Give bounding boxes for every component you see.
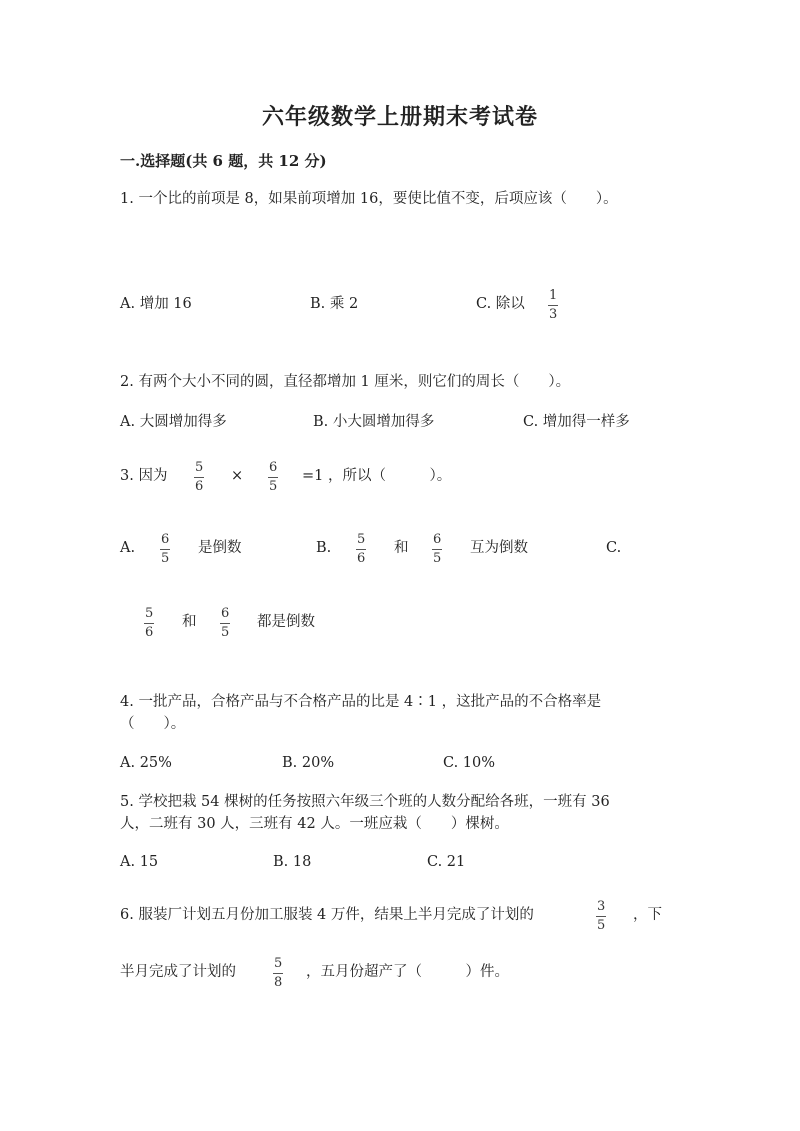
question-6-line2-suffix: ，五月份超产了（ ）件。 <box>306 964 509 980</box>
section-heading: 一.选择题(共 6 题，共 12 分) <box>120 152 327 170</box>
fraction-numerator: 1 <box>548 289 558 306</box>
fraction-numerator: 6 <box>220 607 230 624</box>
fraction-denominator: 5 <box>269 479 278 494</box>
question-3-stem-suffix: =1 ，所以（ ）。 <box>302 468 452 484</box>
question-3-option-a-text: 是倒数 <box>198 540 242 556</box>
question-3-option-b-text: 互为倒数 <box>470 540 528 556</box>
fraction-denominator: 6 <box>145 625 154 640</box>
fraction-numerator: 6 <box>268 461 278 478</box>
fraction-numerator: 5 <box>144 607 154 624</box>
fraction-numerator: 5 <box>194 461 204 478</box>
question-3-stem-prefix: 3. 因为 <box>120 468 168 484</box>
question-5-stem-line1: 5. 学校把栽 54 棵树的任务按照六年级三个班的人数分配给各班，一班有 36 <box>120 794 610 810</box>
fraction-3-5 <box>596 900 606 933</box>
question-3-option-c-label: C. <box>606 540 622 556</box>
question-2-stem: 2. 有两个大小不同的圆，直径都增加 1 厘米，则它们的周长（ ）。 <box>120 374 571 390</box>
question-4-stem-line1: 4. 一批产品，合格产品与不合格产品的比是 4∶1 ，这批产品的不合格率是 <box>120 694 602 710</box>
question-3-option-a-label: A. <box>120 540 136 556</box>
fraction-numerator: 3 <box>596 900 606 917</box>
question-4-option-a: A. 25% <box>120 755 172 771</box>
fraction-numerator: 5 <box>356 533 366 550</box>
question-1-option-c: C. 除以 <box>476 296 525 312</box>
fraction-5-6 <box>144 607 154 640</box>
fraction-6-5 <box>160 533 170 566</box>
fraction-denominator: 6 <box>357 551 366 566</box>
question-4-stem-line2: （ ）。 <box>120 716 186 732</box>
fraction-denominator: 5 <box>433 551 442 566</box>
question-4-option-c: C. 10% <box>443 755 496 771</box>
question-1-option-a: A. 增加 16 <box>120 296 192 312</box>
question-2-option-a: A. 大圆增加得多 <box>120 414 227 430</box>
fraction-denominator: 5 <box>221 625 230 640</box>
question-1-option-b: B. 乘 2 <box>310 296 359 312</box>
question-3-option-b-and: 和 <box>394 540 409 556</box>
fraction-5-6 <box>356 533 366 566</box>
fraction-6-5 <box>268 461 278 494</box>
fraction-denominator: 6 <box>195 479 204 494</box>
question-3-option-c-text: 都是倒数 <box>257 614 315 630</box>
question-6-line2: 半月完成了计划的 <box>120 964 236 980</box>
question-6-line1: 6. 服装厂计划五月份加工服装 4 万件，结果上半月完成了计划的 <box>120 907 534 923</box>
fraction-denominator: 8 <box>274 975 283 990</box>
fraction-6-5 <box>220 607 230 640</box>
fraction-numerator: 6 <box>160 533 170 550</box>
fraction-5-8 <box>273 957 283 990</box>
question-2-option-b: B. 小大圆增加得多 <box>313 414 435 430</box>
question-3-option-c-and: 和 <box>182 614 197 630</box>
fraction-1-3 <box>548 289 558 322</box>
fraction-5-6 <box>194 461 204 494</box>
page-title: 六年级数学上册期末考试卷 <box>261 104 538 130</box>
times-symbol: × <box>231 468 244 484</box>
fraction-numerator: 6 <box>432 533 442 550</box>
fraction-denominator: 3 <box>549 307 558 322</box>
fraction-6-5 <box>432 533 442 566</box>
fraction-denominator: 5 <box>597 918 606 933</box>
question-6-line1-suffix: ，下 <box>633 907 662 923</box>
fraction-numerator: 5 <box>273 957 283 974</box>
question-5-option-a: A. 15 <box>120 854 159 870</box>
question-5-option-b: B. 18 <box>273 854 312 870</box>
question-3-option-b-label: B. <box>316 540 332 556</box>
question-4-option-b: B. 20% <box>282 755 335 771</box>
question-2-option-c: C. 增加得一样多 <box>523 414 630 430</box>
question-5-stem-line2: 人，二班有 30 人，三班有 42 人。一班应栽（ ）棵树。 <box>120 816 509 832</box>
fraction-denominator: 5 <box>161 551 170 566</box>
question-1-stem: 1. 一个比的前项是 8，如果前项增加 16，要使比值不变，后项应该（ ）。 <box>120 191 618 207</box>
question-5-option-c: C. 21 <box>427 854 466 870</box>
